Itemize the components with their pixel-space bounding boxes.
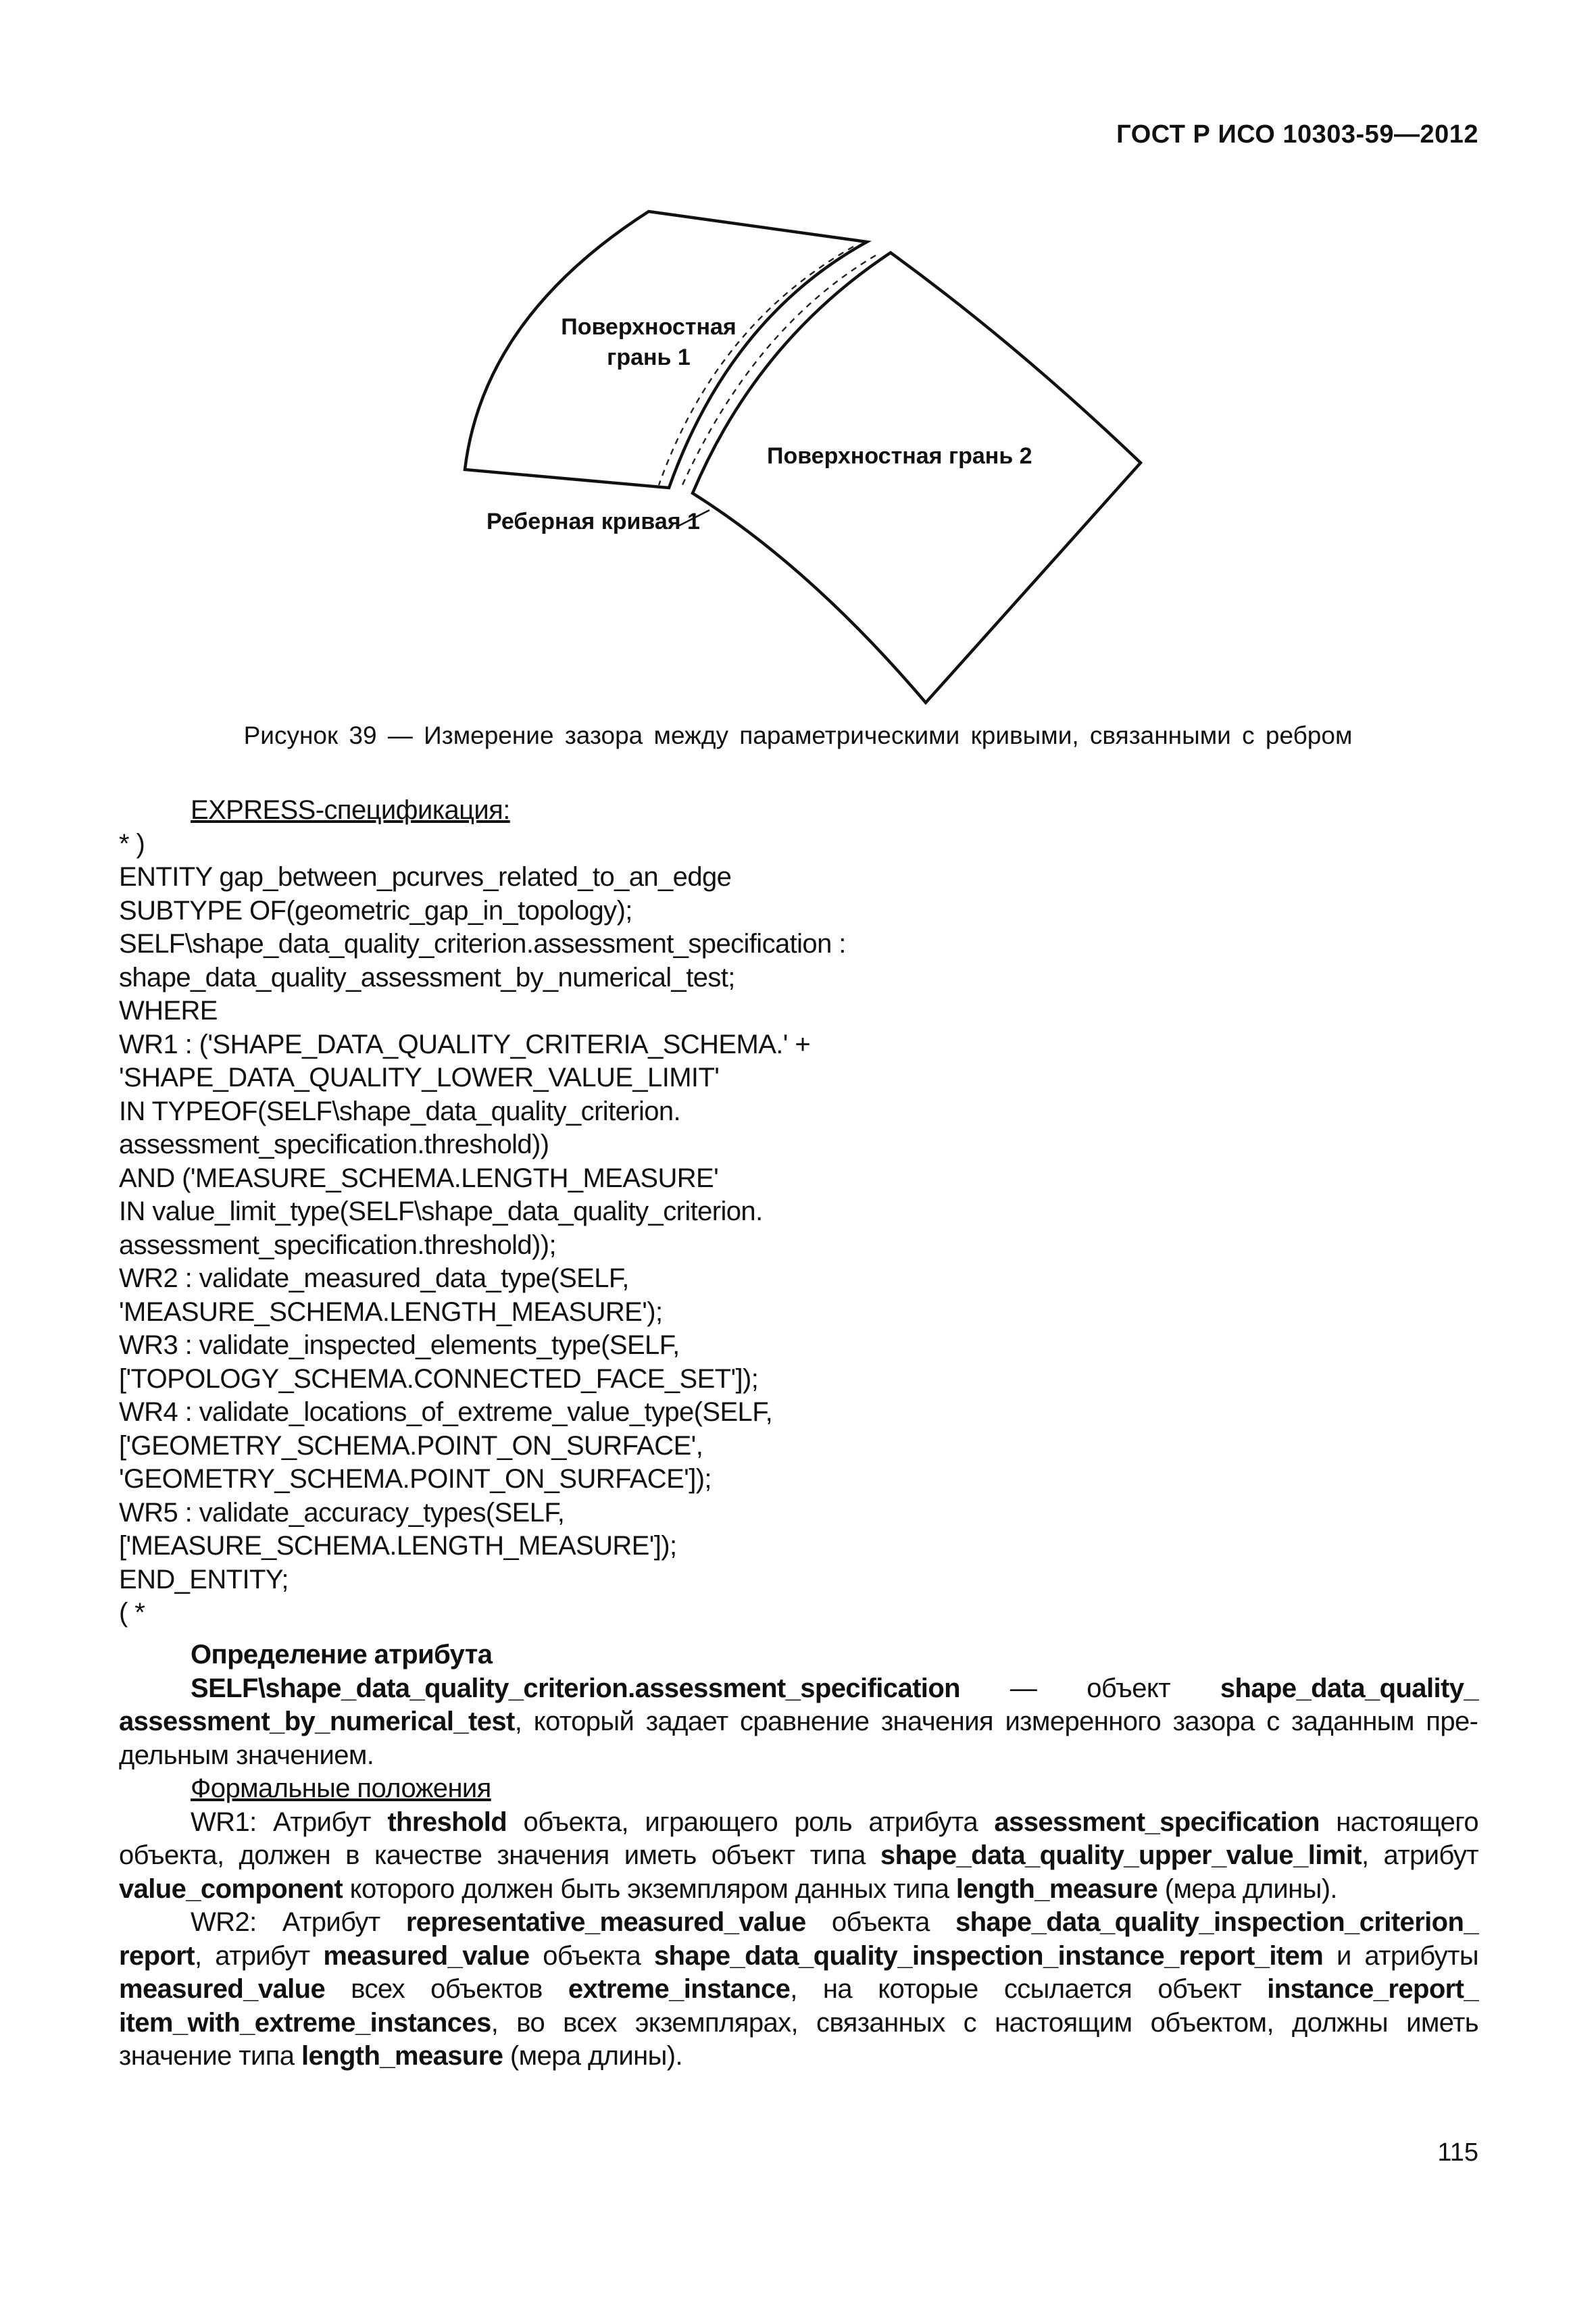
bold-term: measured_value <box>119 1974 326 2004</box>
text-span: всех объектов <box>325 1974 568 2004</box>
bold-term: threshold <box>387 1807 507 1837</box>
formal-heading: Формальные положения <box>191 1774 491 1803</box>
wr2-paragraph <box>119 1906 1478 2073</box>
page-number: 115 <box>1437 2138 1478 2167</box>
text-span: , атрибут <box>194 1940 324 1971</box>
express-specification <box>119 794 1504 1630</box>
label-face2: Поверхностная грань 2 <box>767 443 1032 469</box>
text-span: , который задает сравнение значения измеренного зазора с заданным предельным значением. <box>119 1707 1478 1770</box>
express-code-line: SUBTYPE OF(geometric_gap_in_topology); <box>119 895 632 926</box>
wr1-paragraph <box>119 1806 1478 1907</box>
text-span: объекта <box>805 1907 955 1937</box>
figure-diagram <box>0 0 1596 716</box>
text-span: объекта, играющего роль атрибута <box>507 1807 995 1837</box>
label-face1-line1: Поверхностная <box>561 314 737 340</box>
express-code-line: 'MEASURE_SCHEMA.LENGTH_MEASURE'); <box>119 1297 663 1327</box>
express-code-line: ['MEASURE_SCHEMA.LENGTH_MEASURE']); <box>119 1531 677 1561</box>
text-span: , атрибут <box>1361 1840 1478 1870</box>
express-code-line: IN value_limit_type(SELF\shape_data_quality_criterion. <box>119 1197 763 1226</box>
text-span: (мера длины). <box>503 2041 683 2071</box>
attribute-definitions <box>119 1638 1478 2073</box>
attr-name: SELF\shape_data_quality_criterion.assessment_specification <box>191 1673 960 1703</box>
bold-term: shape_data_quality_inspection_instance_report_item <box>653 1940 1324 1971</box>
entity-name: shape_data_quality_ assessment_by_numerical_test <box>119 1673 1478 1736</box>
express-code-line: ENTITY gap_between_pcurves_related_to_an_edge <box>119 862 732 892</box>
express-code-line: IN TYPEOF(SELF\shape_data_quality_criterion. <box>119 1096 681 1126</box>
express-code-line: * ) <box>119 828 145 859</box>
text-span: и атрибуты <box>1323 1940 1478 1971</box>
text-span: , во всех экземплярах, связанных с настоящим объектом, должны иметь значение типа <box>119 2007 1478 2071</box>
bold-term: extreme_instance <box>568 1974 791 2004</box>
bold-term: assessment_specification <box>994 1807 1320 1837</box>
express-code-line: SELF\shape_data_quality_criterion.assessment_specification : <box>119 929 846 959</box>
face2-outline <box>693 253 1141 703</box>
bold-term: shape_data_quality_inspection_criterion_ report <box>119 1907 1478 1971</box>
text-span: (мера длины). <box>1157 1873 1337 1904</box>
express-code <box>119 828 1504 1630</box>
express-code-line: WR2 : validate_measured_data_type(SELF, <box>119 1263 629 1293</box>
express-code-line: WR5 : validate_accuracy_types(SELF, <box>119 1497 565 1528</box>
text-span: WR2: Атрибут <box>191 1907 406 1937</box>
text-span: , на которые ссылается объект <box>790 1974 1268 2004</box>
express-code-line: ( * <box>119 1598 145 1628</box>
express-code-line: AND ('MEASURE_SCHEMA.LENGTH_MEASURE' <box>119 1163 719 1193</box>
bold-term: measured_value <box>323 1940 530 1971</box>
express-code-line: shape_data_quality_assessment_by_numerical_test; <box>119 962 735 992</box>
express-code-line: ['TOPOLOGY_SCHEMA.CONNECTED_FACE_SET']); <box>119 1363 759 1394</box>
express-code-line: ['GEOMETRY_SCHEMA.POINT_ON_SURFACE', <box>119 1430 703 1461</box>
attribute-definition-text <box>119 1672 1478 1773</box>
figure-caption: Рисунок 39 — Измерение зазора между параметрическими кривыми, связанными с ребром <box>243 722 1353 749</box>
document-standard-header: ГОСТ Р ИСО 10303-59—2012 <box>1116 120 1478 149</box>
bold-term: instance_report_ item_with_extreme_instances <box>119 1974 1478 2038</box>
express-code-line: WHERE <box>119 996 218 1026</box>
express-code-line: assessment_specification.threshold)) <box>119 1130 549 1159</box>
express-code-line: 'SHAPE_DATA_QUALITY_LOWER_VALUE_LIMIT' <box>119 1063 720 1092</box>
express-code-line: WR3 : validate_inspected_elements_type(SELF, <box>119 1330 680 1360</box>
label-face1-line2: грань 1 <box>607 345 691 370</box>
express-code-line: END_ENTITY; <box>119 1564 289 1594</box>
text-span: — объект <box>960 1673 1220 1703</box>
express-code-line: WR1 : ('SHAPE_DATA_QUALITY_CRITERIA_SCHEMA.' + <box>119 1029 811 1059</box>
text-span: WR1: Атрибут <box>191 1807 388 1837</box>
express-code-line: WR4 : validate_locations_of_extreme_value_type(SELF, <box>119 1397 773 1427</box>
bold-term: length_measure <box>301 2041 503 2071</box>
text-span: объекта <box>529 1940 654 1971</box>
bold-term: length_measure <box>955 1873 1158 1904</box>
label-edge-curve: Реберная кривая 1 <box>487 509 700 534</box>
attribute-definition-heading: Определение атрибута <box>191 1640 493 1669</box>
express-code-line: 'GEOMETRY_SCHEMA.POINT_ON_SURFACE']); <box>119 1464 712 1494</box>
text-span: которого должен быть экземпляром данных типа <box>343 1873 956 1904</box>
express-code-line: assessment_specification.threshold)); <box>119 1230 556 1260</box>
bold-term: representative_measured_value <box>405 1907 806 1937</box>
express-title: EXPRESS-спецификация: <box>191 795 510 825</box>
text-span: настоящего объекта, должен в качестве значения иметь объект типа <box>119 1807 1479 1870</box>
bold-term: shape_data_quality_upper_value_limit <box>880 1840 1362 1870</box>
bold-term: value_component <box>119 1873 343 1904</box>
